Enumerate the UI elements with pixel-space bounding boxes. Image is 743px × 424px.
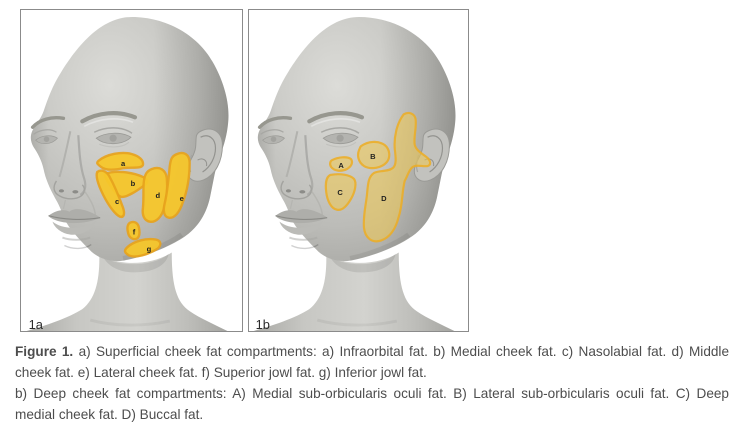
panel-1b — [248, 9, 469, 332]
region-label-A: A — [338, 161, 344, 171]
panel-tag-1b: 1b — [255, 317, 271, 331]
panels-row — [20, 9, 469, 332]
mannequin-head — [254, 17, 456, 331]
region-label-b: b — [130, 178, 136, 188]
figure-caption-label: Figure 1. — [15, 344, 74, 359]
region-label-B: B — [370, 152, 376, 162]
region-label-g: g — [146, 244, 152, 254]
region-label-f: f — [132, 227, 136, 237]
figure-caption-part-a: a) Superficial cheek fat compartments: a) Infraorbital fat. b) Medial cheek fat. c) Nasolabial fat. d) Middle cheek fat. e) Lateral cheek fat. f) Superior jowl fat. g) Inferior jowl fat. — [15, 344, 730, 380]
figure-caption — [15, 341, 729, 424]
panel-1b-illustration — [249, 10, 468, 331]
region-label-c: c — [114, 196, 120, 206]
region-label-a: a — [120, 159, 126, 169]
figure-caption-part-b: b) Deep cheek fat compartments: A) Medial sub-orbicularis oculi fat. B) Lateral sub-orbicularis oculi fat. C) Deep medial cheek fat. D) Buccal fat. — [15, 386, 729, 422]
panel-1a — [20, 9, 243, 332]
region-label-C: C — [337, 187, 343, 197]
region-label-d: d — [155, 190, 161, 200]
panel-tag-1a: 1a — [28, 317, 44, 331]
region-label-e: e — [179, 193, 184, 203]
panel-1a-illustration — [21, 10, 242, 331]
region-label-D: D — [381, 193, 387, 203]
